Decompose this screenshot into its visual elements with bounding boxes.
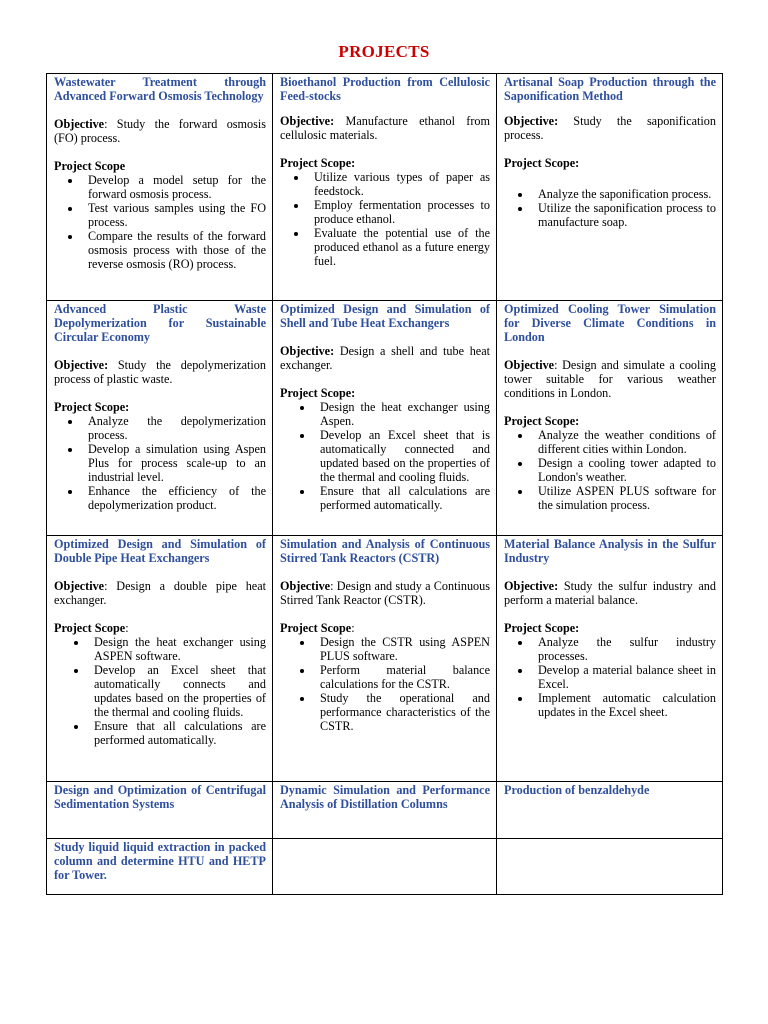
project-scope-list [54, 414, 266, 512]
project-scope-heading: Project Scope: [504, 621, 580, 635]
list-item: • Develop a model setup for the forward osmosis process. [82, 173, 266, 201]
list-item: • Utilize the saponification process to manufacture soap. [532, 201, 716, 229]
list-item: • Develop a simulation using Aspen Plus for process scale-up to an industrial level. [82, 442, 266, 484]
project-title: Artisanal Soap Production through the Saponification Method [504, 75, 716, 103]
list-item: • Test various samples using the FO process. [82, 201, 266, 229]
project-title: Production of benzaldehyde [504, 783, 650, 797]
list-item: • Design a cooling tower adapted to London's weather. [532, 456, 716, 484]
list-item: • Enhance the efficiency of the depolymerization product. [82, 484, 266, 512]
project-scope-heading: Project Scope: [504, 414, 580, 428]
table-row [47, 301, 723, 536]
project-scope-list [280, 400, 490, 512]
list-item: • Ensure that all calculations are performed automatically. [314, 484, 490, 512]
project-scope-heading: Project Scope: [280, 621, 355, 635]
list-item: • Develop a material balance sheet in Excel. [532, 663, 716, 691]
project-objective: Objective: Design a double pipe heat exchanger. [54, 579, 266, 607]
project-scope-list [504, 428, 716, 512]
project-scope-list [54, 635, 266, 747]
project-objective: Objective: Study the saponification process. [504, 114, 716, 142]
table-row [47, 74, 723, 301]
project-objective: Objective: Manufacture ethanol from cellulosic materials. [280, 114, 490, 142]
project-objective: Objective: Design and simulate a cooling tower suitable for various weather conditions in London. [504, 358, 716, 400]
project-objective: Objective: Study the forward osmosis (FO) process. [54, 117, 266, 145]
project-scope-heading: Project Scope: [504, 156, 580, 170]
project-scope-heading: Project Scope: [54, 400, 130, 414]
project-scope-heading: Project Scope: [54, 621, 129, 635]
project-title: Optimized Design and Simulation of Shell and Tube Heat Exchangers [280, 302, 490, 330]
list-item: • Design the heat exchanger using ASPEN software. [88, 635, 266, 663]
table-row [47, 839, 723, 895]
empty-cell [497, 839, 723, 895]
project-title: Optimized Design and Simulation of Double Pipe Heat Exchangers [54, 537, 266, 565]
project-scope-heading: Project Scope: [280, 386, 356, 400]
empty-cell [273, 839, 497, 895]
list-item: • Study the operational and performance characteristics of the CSTR. [314, 691, 490, 733]
list-item: • Ensure that all calculations are performed automatically. [88, 719, 266, 747]
list-item: • Analyze the saponification process. [532, 187, 716, 201]
project-title: Advanced Plastic Waste Depolymerization for Sustainable Circular Economy [54, 302, 266, 344]
project-objective: Objective: Design a shell and tube heat exchanger. [280, 344, 490, 372]
project-cell-bioethanol [273, 74, 497, 301]
project-cell-centrifugal [47, 782, 273, 839]
project-cell-forward-osmosis [47, 74, 273, 301]
project-cell-distillation [273, 782, 497, 839]
page-title: PROJECTS [338, 42, 430, 61]
project-cell-plastic-depolymerization [47, 301, 273, 536]
list-item: • Compare the results of the forward osmosis process with those of the reverse osmosis (RO) process. [82, 229, 266, 271]
list-item: • Develop an Excel sheet that is automatically connected and updated based on the properties of the thermal and cooling fluids. [314, 428, 490, 484]
list-item: • Utilize various types of paper as feedstock. [308, 170, 490, 198]
project-objective: Objective: Study the depolymerization process of plastic waste. [54, 358, 266, 386]
list-item: • Implement automatic calculation updates in the Excel sheet. [532, 691, 716, 719]
project-cell-cooling-tower [497, 301, 723, 536]
project-scope-heading: Project Scope: [280, 156, 356, 170]
project-cell-double-pipe [47, 536, 273, 782]
project-cell-sulfur [497, 536, 723, 782]
project-scope-list [504, 187, 716, 229]
list-item: • Design the CSTR using ASPEN PLUS software. [314, 635, 490, 663]
project-title: Bioethanol Production from Cellulosic Feed-stocks [280, 75, 490, 103]
list-item: • Perform material balance calculations for the CSTR. [314, 663, 490, 691]
project-objective: Objective: Design and study a Continuous Stirred Tank Reactor (CSTR). [280, 579, 490, 607]
project-scope-list [280, 170, 490, 268]
project-cell-extraction [47, 839, 273, 895]
project-cell-soap [497, 74, 723, 301]
project-cell-cstr [273, 536, 497, 782]
list-item: • Employ fermentation processes to produce ethanol. [308, 198, 490, 226]
project-scope-list [54, 173, 266, 271]
project-cell-shell-tube [273, 301, 497, 536]
list-item: • Design the heat exchanger using Aspen. [314, 400, 490, 428]
project-title: Study liquid liquid extraction in packed column and determine HTU and HETP for Tower. [54, 840, 266, 882]
project-title: Design and Optimization of Centrifugal Sedimentation Systems [54, 783, 266, 811]
project-objective: Objective: Study the sulfur industry and perform a material balance. [504, 579, 716, 607]
project-cell-benzaldehyde [497, 782, 723, 839]
list-item: • Develop an Excel sheet that automatically connects and updates based on the properties of the thermal and cooling fluids. [88, 663, 266, 719]
list-item: • Utilize ASPEN PLUS software for the simulation process. [532, 484, 716, 512]
table-row [47, 536, 723, 782]
project-title: Dynamic Simulation and Performance Analysis of Distillation Columns [280, 783, 490, 811]
project-title: Material Balance Analysis in the Sulfur Industry [504, 537, 716, 565]
project-title: Wastewater Treatment through Advanced Forward Osmosis Technology [54, 75, 266, 103]
list-item: • Analyze the depolymerization process. [82, 414, 266, 442]
table-row [47, 782, 723, 839]
project-scope-list [504, 635, 716, 719]
list-item: • Analyze the weather conditions of different cities within London. [532, 428, 716, 456]
project-scope-list [280, 635, 490, 733]
projects-table [46, 73, 723, 895]
project-title: Simulation and Analysis of Continuous Stirred Tank Reactors (CSTR) [280, 537, 490, 565]
list-item: • Evaluate the potential use of the produced ethanol as a future energy fuel. [308, 226, 490, 268]
list-item: • Analyze the sulfur industry processes. [532, 635, 716, 663]
project-scope-heading: Project Scope [54, 159, 126, 173]
project-title: Optimized Cooling Tower Simulation for Diverse Climate Conditions in London [504, 302, 716, 344]
